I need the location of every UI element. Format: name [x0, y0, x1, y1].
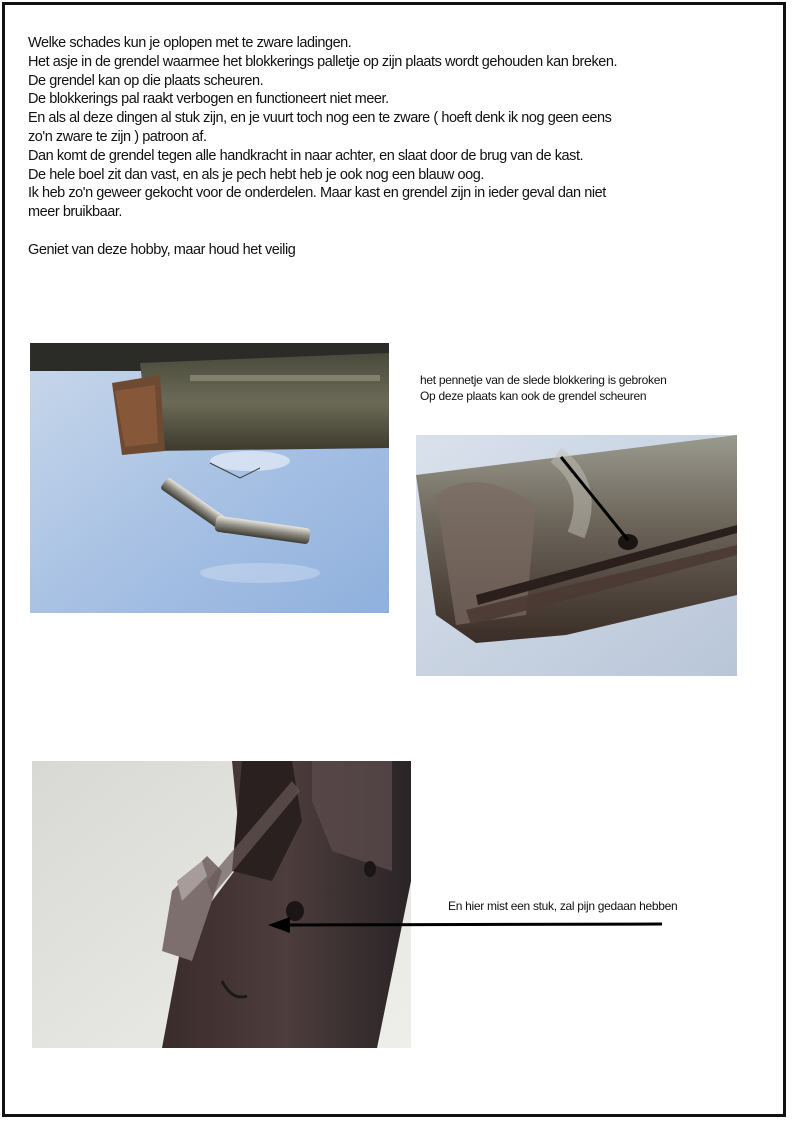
- caption-line: Op deze plaats kan ook de grendel scheuren: [420, 389, 647, 403]
- text-line: Dan komt de grendel tegen alle handkracht in naar achter, en slaat door de brug van de kast.: [28, 147, 584, 164]
- closing-line: Geniet van deze hobby, maar houd het veilig: [28, 241, 296, 258]
- text-line: meer bruikbaar.: [28, 204, 122, 221]
- arrow-pointer: [264, 914, 666, 938]
- photo-broken-pins: [30, 343, 389, 613]
- text-line: De blokkerings pal raakt verbogen en functioneert niet meer.: [28, 91, 389, 108]
- photo-damaged-bolt: [32, 761, 411, 1048]
- text-line: De hele boel zit dan vast, en als je pech hebt heb je ook nog een blauw oog.: [28, 166, 484, 183]
- text-line: De grendel kan op die plaats scheuren.: [28, 72, 264, 89]
- text-line: Welke schades kun je oplopen met te zware ladingen.: [28, 35, 352, 51]
- text-line: Ik heb zo'n geweer gekocht voor de onderdelen. Maar kast en grendel zijn in ieder geval dan niet: [28, 185, 606, 202]
- photo-bolt-closeup: [416, 435, 737, 676]
- text-line: zo'n zware te zijn ) patroon af.: [28, 128, 207, 145]
- blank-line: [28, 222, 773, 241]
- caption-line: het pennetje van de slede blokkering is gebroken: [420, 373, 667, 387]
- caption-photo-3: En hier mist een stuk, zal pijn gedaan hebben: [448, 899, 678, 913]
- text-line: Het asje in de grendel waarmee het blokkerings palletje op zijn plaats wordt gehouden kan breken.: [28, 53, 618, 70]
- body-text: [28, 34, 773, 260]
- caption-photo-2: [420, 372, 666, 404]
- text-line: En als al deze dingen al stuk zijn, en je vuurt toch nog een te zware ( hoeft denk ik nog geen eens: [28, 110, 612, 127]
